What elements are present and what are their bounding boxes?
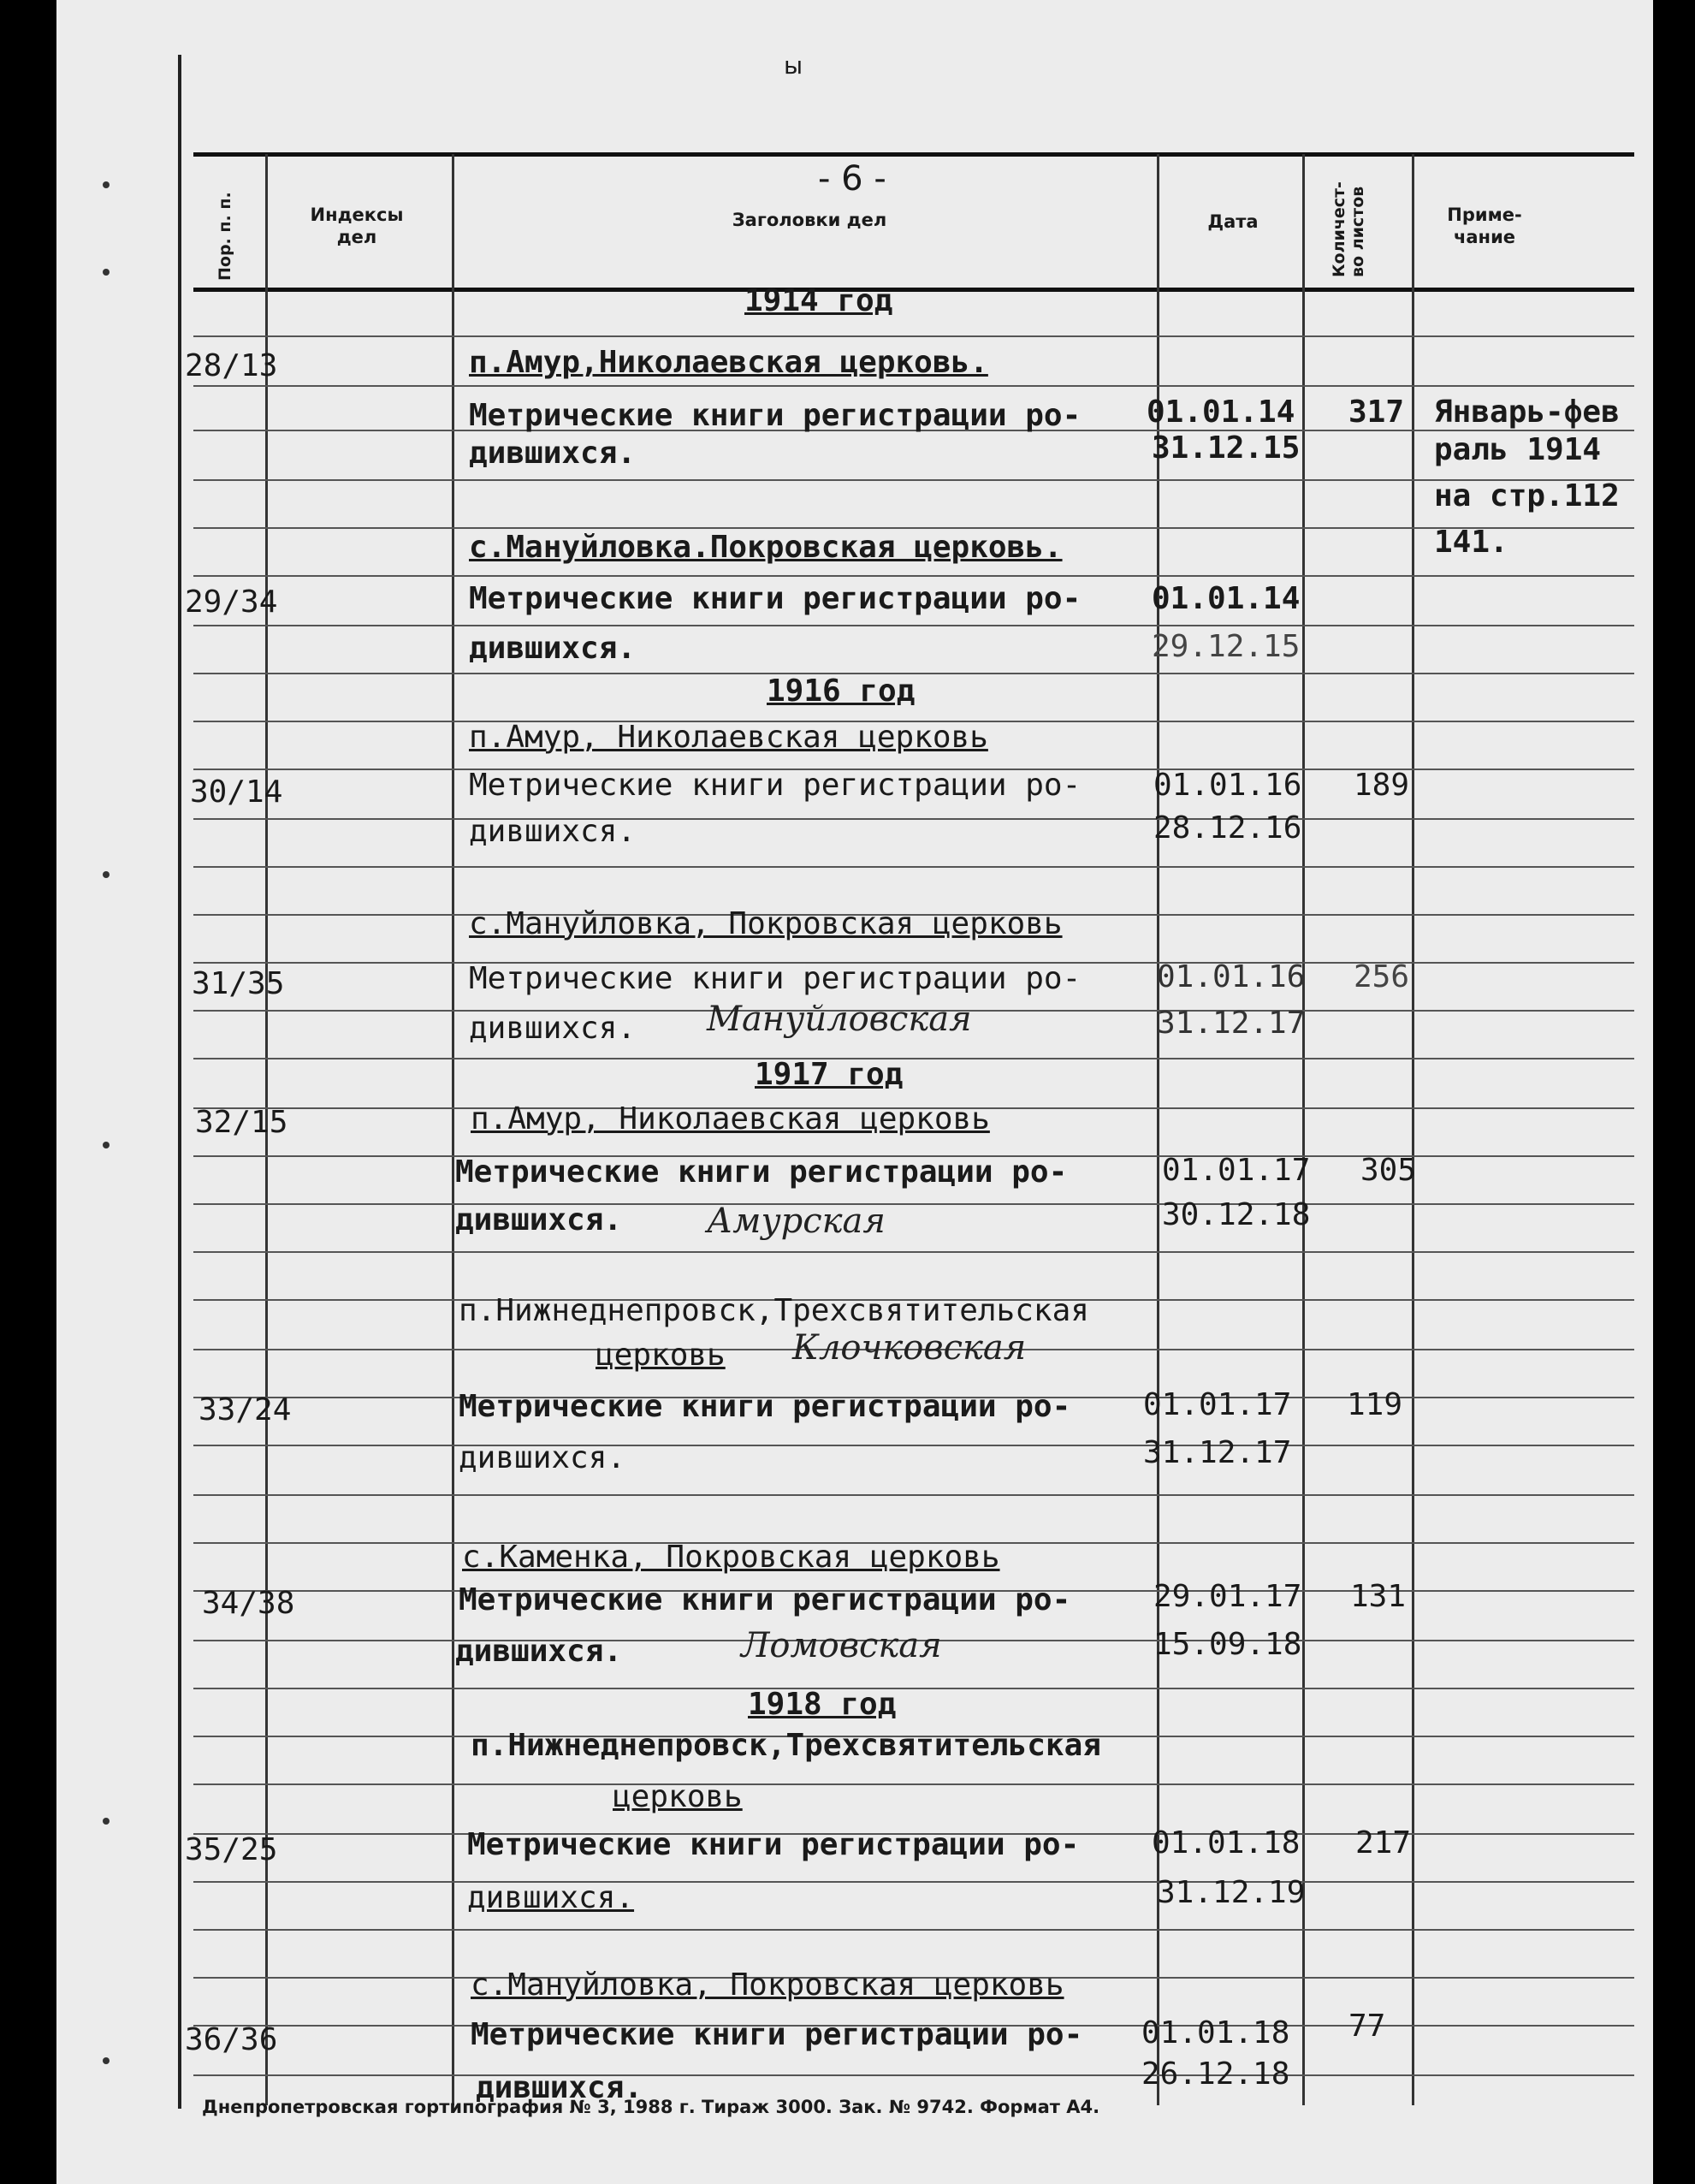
row-number: 34/38	[202, 1586, 295, 1621]
row-title-line1: Метрические книги регистрации ро-	[467, 1827, 1080, 1862]
ruled-line	[193, 1688, 1634, 1689]
header-title: Заголовки дел	[732, 210, 887, 230]
row-note: на стр.112	[1434, 478, 1620, 513]
row-title-line2: дившихся.	[469, 631, 637, 666]
row-number: 33/24	[199, 1392, 292, 1427]
row-date-start: 01.01.17	[1143, 1387, 1292, 1422]
row-count: 189	[1354, 768, 1410, 803]
row-place: п.Амур, Николаевская церковь	[469, 720, 988, 755]
punch-hole	[103, 871, 110, 878]
row-date-end: 29.12.15	[1152, 629, 1301, 664]
printer-imprint: Днепропетровская гортипография № 3, 1988 г. Тираж 3000. Зак. № 9742. Формат А4.	[202, 2097, 1100, 2117]
row-count: 119	[1347, 1387, 1403, 1422]
row-title-line1: Метрические книги регистрации ро-	[455, 1154, 1068, 1190]
row-date-end: 28.12.16	[1153, 810, 1302, 846]
row-title-line1: Метрические книги регистрации ро-	[469, 398, 1082, 433]
row-number: 35/25	[185, 1832, 278, 1867]
row-date-start: 01.01.14	[1152, 581, 1301, 616]
handwritten-annotation: Клочковская	[792, 1328, 1027, 1368]
row-date-start: 01.01.16	[1153, 768, 1302, 803]
row-number: 30/14	[190, 774, 283, 810]
row-title-line1: Метрические книги регистрации ро-	[469, 581, 1082, 616]
row-title-line1: Метрические книги регистрации ро-	[469, 768, 1082, 803]
row-title-line2: дившихся.	[455, 1202, 623, 1237]
row-number: 32/15	[195, 1105, 288, 1140]
year-heading: 1916 год	[767, 674, 916, 709]
row-date-start: 01.01.18	[1152, 1825, 1301, 1861]
row-place: с.Мануйловка, Покровская церковь	[469, 906, 1063, 941]
ruled-line	[193, 335, 1634, 337]
top-handwritten-mark: ы	[784, 51, 803, 80]
punch-hole	[103, 269, 110, 276]
row-number: 29/34	[185, 585, 278, 620]
header-date: Дата	[1207, 211, 1259, 232]
row-date-end: 31.12.17	[1157, 1006, 1306, 1041]
row-count: 77	[1348, 2009, 1386, 2044]
row-title-line1: Метрические книги регистрации ро-	[459, 1582, 1071, 1617]
handwritten-annotation: Мануйловская	[707, 1000, 972, 1039]
row-count: 131	[1350, 1579, 1407, 1614]
header-index: Индексы дел	[310, 205, 404, 247]
row-count: 305	[1360, 1153, 1417, 1188]
row-date-end: 31.12.17	[1143, 1435, 1292, 1470]
column-divider	[1412, 154, 1414, 2105]
row-number: 36/36	[185, 2022, 278, 2057]
row-note: раль 1914	[1434, 432, 1602, 467]
row-count: 256	[1354, 959, 1410, 994]
row-date-start: 29.01.17	[1153, 1579, 1302, 1614]
row-date-start: 01.01.16	[1157, 959, 1306, 994]
row-title-line1: Метрические книги регистрации ро-	[471, 2017, 1083, 2052]
row-number: 31/35	[192, 966, 285, 1001]
header-count: Количест-во листов	[1330, 181, 1367, 277]
row-count: 217	[1355, 1825, 1412, 1861]
row-place: с.Мануйловка.Покровская церковь.	[469, 530, 1063, 565]
row-date-end: 31.12.15	[1152, 430, 1301, 466]
row-place: с.Мануйловка, Покровская церковь	[471, 1967, 1064, 2003]
row-date-start: 01.01.18	[1141, 2015, 1290, 2050]
row-place: п.Амур,Николаевская церковь.	[469, 345, 988, 380]
row-date-end: 31.12.19	[1157, 1875, 1306, 1910]
handwritten-annotation: Ломовская	[741, 1626, 942, 1665]
row-title-line1: Метрические книги регистрации ро-	[469, 961, 1082, 996]
row-title-line2: дившихся.	[476, 2070, 643, 2105]
punch-hole	[103, 181, 110, 188]
ruled-line	[193, 575, 1634, 577]
row-date-end: 26.12.18	[1141, 2056, 1290, 2092]
row-title-line2: дившихся.	[469, 814, 637, 849]
year-heading: 1918 год	[748, 1687, 897, 1722]
ruled-line	[193, 1494, 1634, 1496]
row-date-end: 30.12.18	[1162, 1197, 1311, 1232]
row-number: 28/13	[185, 348, 278, 383]
row-title-line2: дившихся.	[469, 1011, 637, 1046]
ruled-line	[193, 385, 1634, 387]
row-place: с.Каменка, Покровская церковь	[462, 1540, 1000, 1575]
row-title-line2: дившихся.	[455, 1634, 623, 1669]
row-place-cont: церковь	[613, 1779, 743, 1814]
ruled-line	[193, 2074, 1634, 2076]
row-title-line2: дившихся.	[469, 436, 637, 471]
ruled-line	[193, 1929, 1634, 1931]
row-note: 141.	[1434, 525, 1508, 560]
ruled-line	[193, 1783, 1634, 1785]
ruled-line	[193, 866, 1634, 868]
row-place: п.Нижнеднепровск,Трехсвятительская	[459, 1293, 1089, 1328]
ruled-line	[193, 625, 1634, 626]
page-number: - 6 -	[818, 159, 886, 199]
header-num: Пор. п. п.	[216, 192, 234, 281]
year-heading: 1917 год	[755, 1057, 904, 1092]
column-divider	[452, 154, 454, 2105]
row-count: 317	[1348, 395, 1405, 430]
document-sheet	[56, 0, 1653, 2184]
left-margin-line	[178, 55, 181, 2109]
row-note: Январь-фев	[1434, 395, 1620, 430]
row-date-start: 01.01.14	[1147, 395, 1295, 430]
header-top-rule	[193, 152, 1634, 157]
ruled-line	[193, 1445, 1634, 1446]
punch-hole	[103, 1142, 110, 1148]
year-heading: 1914 год	[744, 283, 893, 318]
punch-hole	[103, 2057, 110, 2064]
ruled-line	[193, 1203, 1634, 1205]
row-date-start: 01.01.17	[1162, 1153, 1311, 1188]
ruled-line	[193, 1881, 1634, 1883]
row-title-line2: дившихся.	[467, 1880, 635, 1915]
row-place: п.Нижнеднепровск,Трехсвятительская	[471, 1728, 1101, 1763]
header-note: Приме-чание	[1447, 205, 1522, 247]
ruled-line	[193, 1251, 1634, 1253]
header-bottom-rule	[193, 288, 1634, 292]
column-divider	[1302, 154, 1305, 2105]
row-date-end: 15.09.18	[1153, 1627, 1302, 1662]
row-title-line1: Метрические книги регистрации ро-	[459, 1389, 1071, 1424]
row-place: п.Амур, Николаевская церковь	[471, 1101, 990, 1137]
row-title-line2: дившихся.	[459, 1440, 626, 1475]
ruled-line	[193, 479, 1634, 481]
ruled-line	[193, 527, 1634, 529]
handwritten-annotation: Амурская	[707, 1202, 886, 1241]
ruled-line	[193, 1058, 1634, 1059]
ruled-line	[193, 818, 1634, 820]
row-place-cont: церковь	[596, 1338, 726, 1373]
punch-hole	[103, 1818, 110, 1825]
